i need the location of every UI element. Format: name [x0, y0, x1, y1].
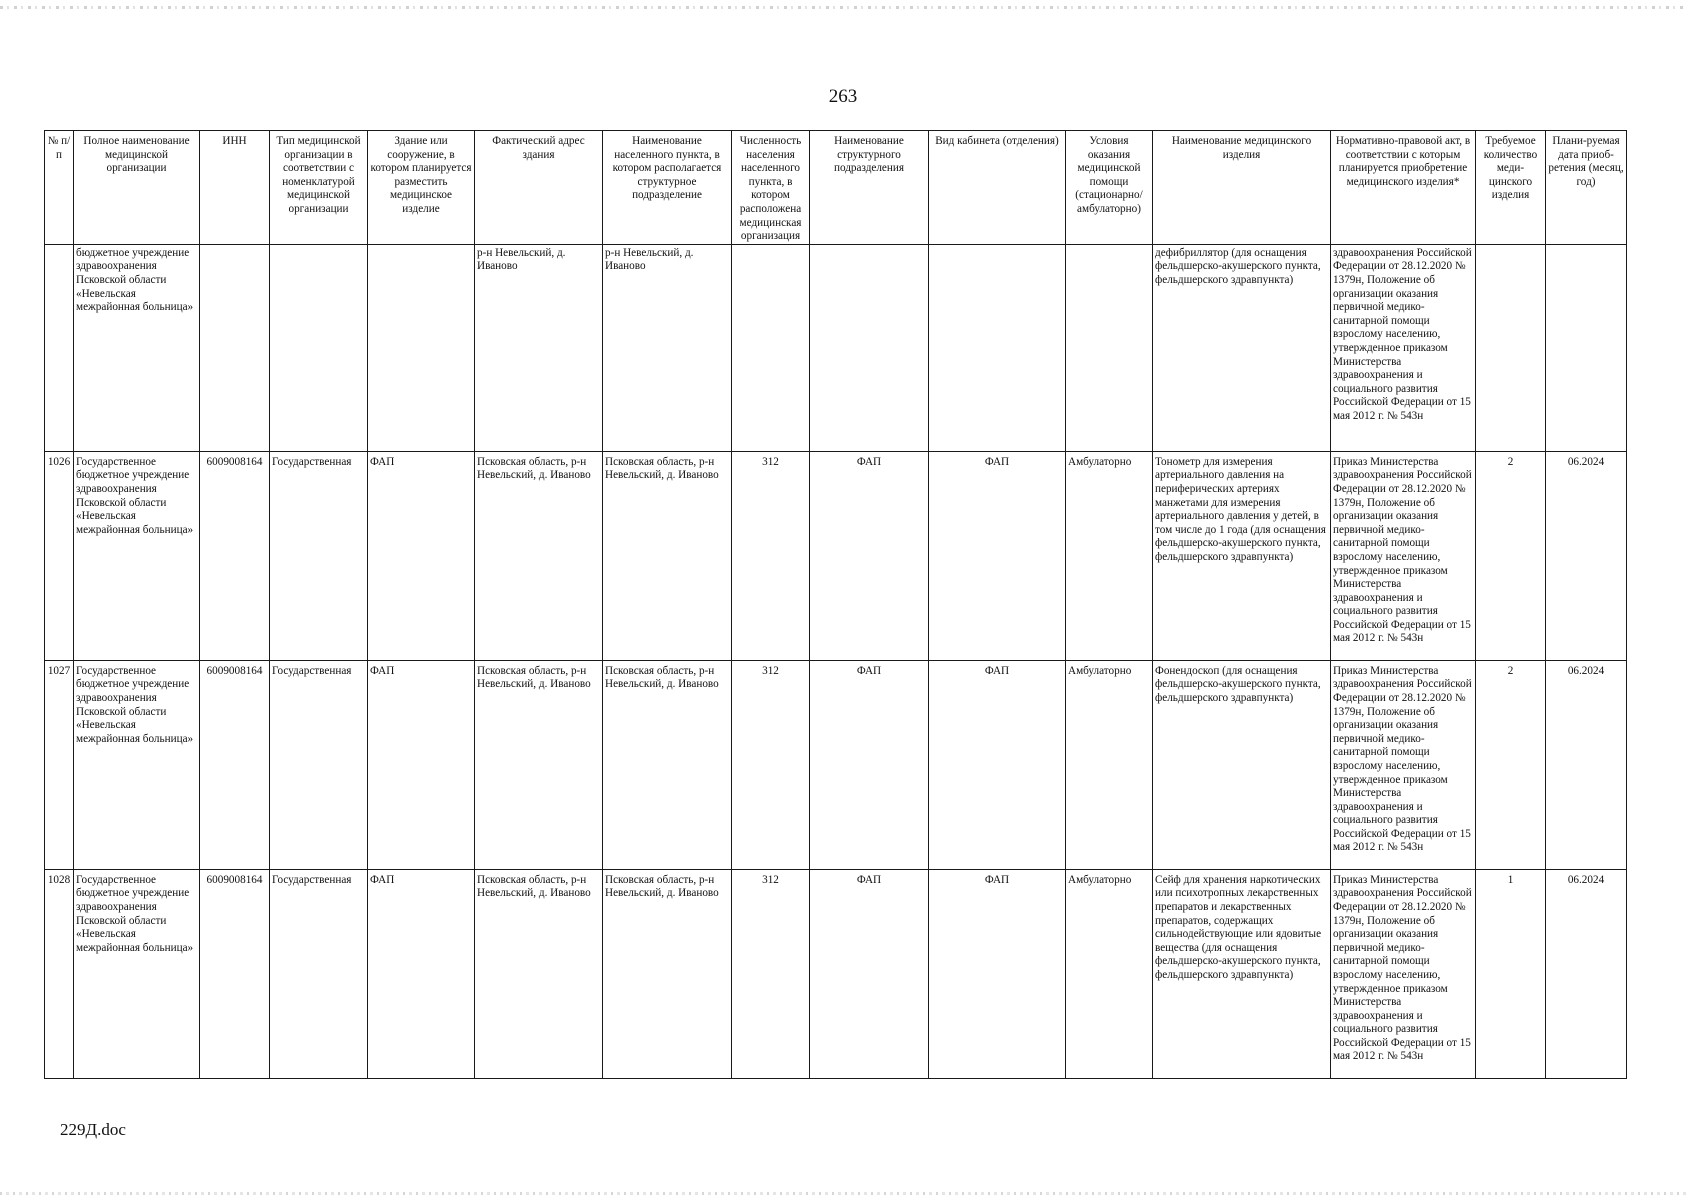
cell-address: Псковская область, р-н Невельский, д. Иваново: [475, 451, 603, 660]
cell-population: 312: [732, 451, 810, 660]
cell-address: р-н Невельский, д. Иваново: [475, 244, 603, 451]
cell-inn: 6009008164: [200, 660, 270, 869]
cell-device: Тонометр для измерения артериального давления на периферических артериях манжетами для измерения артериального давления у детей, в том числе до 1 года (для оснащения фельдшерско-акушерского пункта, фельдшерского здравпункта): [1153, 451, 1331, 660]
cell-building: [368, 244, 475, 451]
table-row: [45, 869, 1627, 1078]
cell-device: Сейф для хранения наркотических или психотропных лекарственных препаратов и лекарственных препаратов, содержащих сильнодействующие или ядовитые вещества (для оснащения фельдшерско-акушерского пункта, фельдшерского здравпункта): [1153, 869, 1331, 1078]
cell-room: ФАП: [929, 451, 1066, 660]
scan-edge-bottom: [0, 1192, 1686, 1195]
header-org: Полное наименование медицинской организации: [74, 131, 200, 245]
cell-device: дефибриллятор (для оснащения фельдшерско-акушерского пункта, фельдшерского здравпункта): [1153, 244, 1331, 451]
cell-date: 06.2024: [1546, 869, 1627, 1078]
table-row: [45, 451, 1627, 660]
cell-population: 312: [732, 660, 810, 869]
cell-building: ФАП: [368, 660, 475, 869]
cell-act: здравоохранения Российской Федерации от 28.12.2020 № 1379н, Положение об организации оказания первичной медико-санитарной помощи взрослому населению, утвержденное приказом Министерства здравоохранения и социального развития Российской Федерации от 15 мая 2012 г. № 543н: [1331, 244, 1476, 451]
cell-act: Приказ Министерства здравоохранения Российской Федерации от 28.12.2020 № 1379н, Положение об организации оказания первичной медико-санитарной помощи взрослому населению, утвержденное приказом Министерства здравоохранения и социального развития Российской Федерации от 15 мая 2012 г. № 543н: [1331, 660, 1476, 869]
table-row-continuation: [45, 244, 1627, 451]
cell-inn: [200, 244, 270, 451]
cell-org: Государственное бюджетное учреждение здравоохранения Псковской области «Невельская межрайонная больница»: [74, 869, 200, 1078]
cell-date: 06.2024: [1546, 660, 1627, 869]
cell-conditions: [1066, 244, 1153, 451]
cell-population: [732, 244, 810, 451]
cell-inn: 6009008164: [200, 451, 270, 660]
cell-unit: ФАП: [810, 451, 929, 660]
cell-type: Государственная: [270, 451, 368, 660]
cell-inn: 6009008164: [200, 869, 270, 1078]
cell-unit: ФАП: [810, 869, 929, 1078]
cell-room: [929, 244, 1066, 451]
scan-edge-top: [0, 6, 1686, 9]
header-population: Численность населения населенного пункта, в котором расположена медицинская организация: [732, 131, 810, 245]
cell-conditions: Амбулаторно: [1066, 869, 1153, 1078]
cell-qty: 2: [1476, 660, 1546, 869]
header-device: Наименование медицинского изделия: [1153, 131, 1331, 245]
page-number: 263: [828, 86, 858, 107]
header-unit: Наименование структурного подразделения: [810, 131, 929, 245]
cell-num: 1028: [45, 869, 74, 1078]
cell-address: Псковская область, р-н Невельский, д. Иваново: [475, 869, 603, 1078]
header-type: Тип медицинской организации в соответствии с номенклатурой медицинской организации: [270, 131, 368, 245]
cell-conditions: Амбулаторно: [1066, 451, 1153, 660]
cell-unit: [810, 244, 929, 451]
cell-population: 312: [732, 869, 810, 1078]
cell-act: Приказ Министерства здравоохранения Российской Федерации от 28.12.2020 № 1379н, Положение об организации оказания первичной медико-санитарной помощи взрослому населению, утвержденное приказом Министерства здравоохранения и социального развития Российской Федерации от 15 мая 2012 г. № 543н: [1331, 869, 1476, 1078]
header-date: Плани-руемая дата приоб-ретения (месяц, год): [1546, 131, 1627, 245]
header-inn: ИНН: [200, 131, 270, 245]
cell-building: ФАП: [368, 869, 475, 1078]
header-act: Нормативно-правовой акт, в соответствии с которым планируется приобретение медицинского изделия*: [1331, 131, 1476, 245]
cell-type: [270, 244, 368, 451]
header-locality: Наименование населенного пункта, в котором располагается структурное подразделение: [603, 131, 732, 245]
cell-num: 1026: [45, 451, 74, 660]
cell-num: 1027: [45, 660, 74, 869]
equipment-table: [44, 130, 1627, 1079]
cell-type: Государственная: [270, 869, 368, 1078]
cell-building: ФАП: [368, 451, 475, 660]
table-header-row: [45, 131, 1627, 245]
cell-qty: [1476, 244, 1546, 451]
table-row: [45, 660, 1627, 869]
cell-conditions: Амбулаторно: [1066, 660, 1153, 869]
cell-locality: Псковская область, р-н Невельский, д. Иваново: [603, 451, 732, 660]
header-num: № п/п: [45, 131, 74, 245]
cell-org: Государственное бюджетное учреждение здравоохранения Псковской области «Невельская межрайонная больница»: [74, 660, 200, 869]
cell-room: ФАП: [929, 660, 1066, 869]
footer-file-name: 229Д.doc: [60, 1120, 126, 1139]
cell-date: 06.2024: [1546, 451, 1627, 660]
cell-date: [1546, 244, 1627, 451]
cell-locality: Псковская область, р-н Невельский, д. Иваново: [603, 660, 732, 869]
cell-unit: ФАП: [810, 660, 929, 869]
cell-room: ФАП: [929, 869, 1066, 1078]
cell-num: [45, 244, 74, 451]
cell-address: Псковская область, р-н Невельский, д. Иваново: [475, 660, 603, 869]
header-conditions: Условия оказания медицинской помощи (стационарно/ амбулаторно): [1066, 131, 1153, 245]
cell-org: бюджетное учреждение здравоохранения Псковской области «Невельская межрайонная больница»: [74, 244, 200, 451]
cell-type: Государственная: [270, 660, 368, 869]
cell-locality: Псковская область, р-н Невельский, д. Иваново: [603, 869, 732, 1078]
header-qty: Требуемое количество меди-цинского изделия: [1476, 131, 1546, 245]
cell-act: Приказ Министерства здравоохранения Российской Федерации от 28.12.2020 № 1379н, Положение об организации оказания первичной медико-санитарной помощи взрослому населению, утвержденное приказом Министерства здравоохранения и социального развития Российской Федерации от 15 мая 2012 г. № 543н: [1331, 451, 1476, 660]
header-building: Здание или сооружение, в котором планируется разместить медицинское изделие: [368, 131, 475, 245]
header-address: Фактический адрес здания: [475, 131, 603, 245]
header-room: Вид кабинета (отделения): [929, 131, 1066, 245]
cell-qty: 1: [1476, 869, 1546, 1078]
cell-locality: р-н Невельский, д. Иваново: [603, 244, 732, 451]
cell-qty: 2: [1476, 451, 1546, 660]
cell-device: Фонендоскоп (для оснащения фельдшерско-акушерского пункта, фельдшерского здравпункта): [1153, 660, 1331, 869]
cell-org: Государственное бюджетное учреждение здравоохранения Псковской области «Невельская межрайонная больница»: [74, 451, 200, 660]
